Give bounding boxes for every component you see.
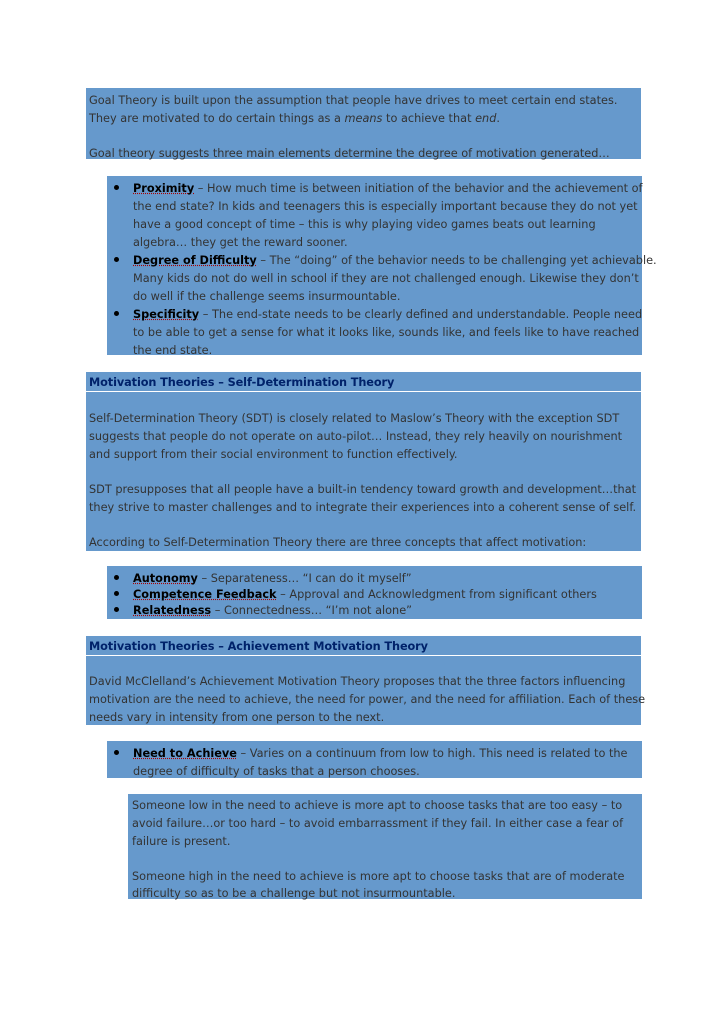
bullet-icon: [114, 591, 119, 596]
bullet-icon: [114, 607, 119, 612]
intro-line-2-mid: to achieve that: [382, 112, 476, 125]
sdt-heading: Motivation Theories – Self-Determination Theory: [89, 376, 395, 389]
intro-emphasis-end: end: [475, 112, 497, 125]
amt-high-need-text: difficulty so as to be a challenge but not insurmountable.: [132, 887, 456, 900]
intro-emphasis-means: means: [344, 112, 383, 125]
sdt-paragraph-3: According to Self-Determination Theory there are three concepts that affect motivation:: [89, 536, 587, 549]
goal-item-text: – How much time is between initiation of the behavior and the achievement of: [194, 182, 643, 195]
sdt-paragraph-2: SDT presupposes that all people have a built-in tendency toward growth and development…that: [89, 483, 637, 496]
intro-line-2-post: .: [496, 112, 500, 125]
sdt-paragraph-1: Self-Determination Theory (SDT) is closely related to Maslow’s Theory with the exception SDT: [89, 412, 620, 425]
amt-high-need-text: Someone high in the need to achieve is more apt to choose tasks that are of moderate: [132, 870, 625, 883]
amt-paragraph: needs vary in intensity from one person to the next.: [89, 711, 385, 724]
amt-paragraph: David McClelland’s Achievement Motivation Theory proposes that the three factors influencing: [89, 675, 626, 688]
amt-item-text: – Varies on a continuum from low to high. This need is related to the: [236, 747, 628, 760]
amt-low-need-text: Someone low in the need to achieve is more apt to choose tasks that are too easy – to: [132, 799, 623, 812]
term-degree-of-difficulty: Degree of Difficulty: [133, 254, 257, 267]
bullet-icon: [114, 185, 119, 190]
goal-item-text: – The “doing” of the behavior needs to be challenging yet achievable.: [256, 254, 657, 267]
sdt-item-relatedness: [133, 602, 412, 620]
bullet-icon: [114, 750, 119, 755]
goal-item-text: do well if the challenge seems insurmountable.: [133, 290, 401, 303]
intro-line-2: [89, 110, 500, 128]
goal-item-text: algebra… they get the reward sooner.: [133, 236, 348, 249]
amt-low-need-text: avoid failure…or too hard – to avoid embarrassment if they fail. In either case a fear of: [132, 817, 624, 830]
term-competence-feedback: Competence Feedback: [133, 588, 277, 601]
bullet-icon: [114, 575, 119, 580]
sdt-paragraph-1: suggests that people do not operate on auto-pilot… Instead, they rely heavily on nourishment: [89, 430, 623, 443]
intro-line-3: Goal theory suggests three main elements determine the degree of motivation generated…: [89, 147, 610, 160]
goal-item-text: have a good concept of time – this is why playing video games beats out learning: [133, 218, 596, 231]
goal-item-text: the end state? In kids and teenagers this is especially important because they do not yet: [133, 200, 638, 213]
amt-paragraph: motivation are the need to achieve, the need for power, and the need for affiliation. Each of these: [89, 693, 646, 706]
term-need-to-achieve: Need to Achieve: [133, 747, 237, 760]
amt-heading: Motivation Theories – Achievement Motivation Theory: [89, 640, 428, 653]
sdt-item-text: – Connectedness… “I’m not alone”: [211, 604, 413, 617]
sdt-paragraph-2: they strive to master challenges and to integrate their experiences into a coherent sense of self.: [89, 501, 637, 514]
term-proximity: Proximity: [133, 182, 195, 195]
bullet-icon: [114, 311, 119, 316]
term-specificity: Specificity: [133, 308, 200, 321]
goal-item-text: the end state.: [133, 344, 213, 357]
intro-line-1: Goal Theory is built upon the assumption that people have drives to meet certain end states.: [89, 94, 618, 107]
sdt-item-text: – Separateness… “I can do it myself”: [197, 572, 412, 585]
term-relatedness: Relatedness: [133, 604, 212, 617]
term-autonomy: Autonomy: [133, 572, 198, 585]
amt-item-text: degree of difficulty of tasks that a person chooses.: [133, 765, 420, 778]
amt-low-need-text: failure is present.: [132, 835, 231, 848]
sdt-paragraph-1: and support from their social environment to function effectively.: [89, 448, 458, 461]
goal-item-text: to be able to get a sense for what it looks like, sounds like, and feels like to have reached: [133, 326, 640, 339]
goal-item-text: – The end-state needs to be clearly defined and understandable. People need: [199, 308, 643, 321]
goal-item-text: Many kids do not do well in school if they are not challenged enough. Likewise they don’t: [133, 272, 639, 285]
bullet-icon: [114, 257, 119, 262]
intro-line-2-pre: They are motivated to do certain things as a: [89, 112, 345, 125]
sdt-item-text: – Approval and Acknowledgment from significant others: [276, 588, 597, 601]
